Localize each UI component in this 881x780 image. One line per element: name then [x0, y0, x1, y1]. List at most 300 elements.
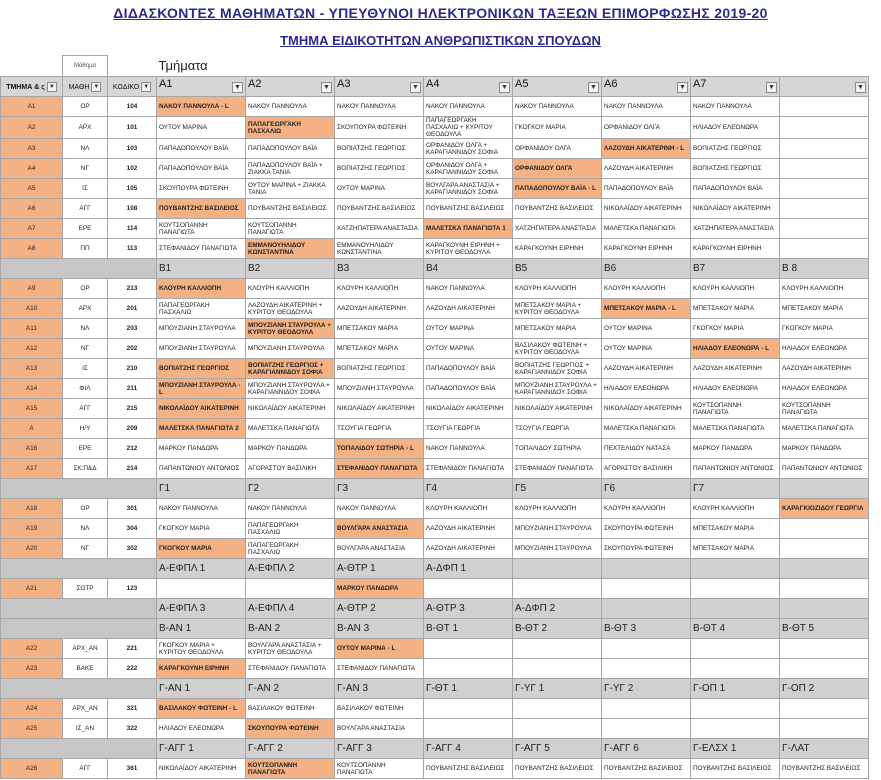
teacher-cell[interactable]	[780, 199, 869, 219]
teacher-cell[interactable]	[602, 639, 691, 659]
filter-dropdown-icon[interactable]: ▼	[677, 82, 688, 93]
mathima-cell[interactable]: ΝΛ	[63, 519, 108, 539]
filter-dropdown-icon[interactable]: ▼	[91, 82, 101, 92]
teacher-cell[interactable]: ΠΟΥΒΑΝΤΖΗΣ ΒΑΣΙΛΕΙΟΣ	[335, 199, 424, 219]
teacher-cell[interactable]	[780, 239, 869, 259]
teacher-cell[interactable]: ΧΑΤΖΗΠΑΤΕΡΑ ΑΝΑΣΤΑΣΙΑ	[513, 219, 602, 239]
teacher-cell[interactable]	[780, 719, 869, 739]
mathima-cell[interactable]: ΣΚ:Π&Δ	[63, 459, 108, 479]
teacher-cell[interactable]: ΗΛΙΑΔΟΥ ΕΛΕΟΝΩΡΑ	[602, 379, 691, 399]
teacher-cell[interactable]: ΣΤΕΦΑΝΙΔΟΥ ΠΑΝΑΓΙΩΤΑ	[157, 239, 246, 259]
teacher-cell[interactable]: ΣΤΕΦΑΝΙΔΟΥ ΠΑΝΑΓΙΩΤΑ	[335, 659, 424, 679]
teacher-cell[interactable]: ΠΟΥΒΑΝΤΖΗΣ ΒΑΣΙΛΕΙΟΣ	[424, 199, 513, 219]
teacher-cell[interactable]: ΣΤΕΦΑΝΙΔΟΥ ΠΑΝΑΓΙΩΤΑ	[513, 459, 602, 479]
mathima-cell[interactable]: ΒΑΚΕ	[63, 659, 108, 679]
teacher-cell[interactable]: ΚΑΡΑΓΚΟΥΝΗ ΕΙΡΗΝΗ	[691, 239, 780, 259]
teacher-cell[interactable]: ΒΟΠΙΑΤΖΗΣ ΓΕΩΡΓΙΟΣ	[157, 359, 246, 379]
teacher-cell[interactable]: ΠΑΠΑΔΟΠΟΥΛΟΥ ΒΑΪΑ	[157, 139, 246, 159]
teacher-cell[interactable]: ΜΑΛΕΤΣΚΑ ΠΑΝΑΓΙΩΤΑ	[246, 419, 335, 439]
teacher-cell[interactable]: ΕΜΜΑΝΟΥΗΛΙΔΟΥ ΚΩΝΣΤΑΝΤΙΝΑ	[335, 239, 424, 259]
teacher-cell[interactable]: ΟΥΤΟΥ ΜΑΡΙΝΑ	[602, 319, 691, 339]
teacher-cell[interactable]: ΒΟΠΙΑΤΖΗΣ ΓΕΩΡΓΙΟΣ	[335, 359, 424, 379]
tmima-cell[interactable]: A21	[1, 579, 63, 599]
teacher-cell[interactable]	[424, 659, 513, 679]
teacher-cell[interactable]: ΠΑΠΑΔΟΠΟΥΛΟΥ ΒΑΪΑ	[424, 359, 513, 379]
kodikos-cell[interactable]: 105	[108, 179, 157, 199]
mathima-cell[interactable]: ΙΣ_ΑΝ	[63, 719, 108, 739]
teacher-cell[interactable]: ΜΠΕΤΣΑΚΟΥ ΜΑΡΙΑ + ΚΥΡΙΤΟΥ ΘΕΟΔΟΥΛΑ	[513, 299, 602, 319]
mathima-cell[interactable]: ΑΡΧ_ΑΝ	[63, 699, 108, 719]
teacher-cell[interactable]: ΝΙΚΟΛΑΪΔΟΥ ΑΙΚΑΤΕΡΙΝΗ	[157, 759, 246, 779]
teacher-cell[interactable]: ΝΑΚΟΥ ΠΑΝΝΟΥΛΑ	[602, 97, 691, 117]
filter-dropdown-icon[interactable]: ▼	[855, 82, 866, 93]
teacher-cell[interactable]: ΠΑΠΑΔΟΠΟΥΛΟΥ ΒΑΪΑ	[424, 379, 513, 399]
teacher-cell[interactable]: ΧΑΤΖΗΠΑΤΕΡΑ ΑΝΑΣΤΑΣΙΑ	[335, 219, 424, 239]
teacher-cell[interactable]: ΒΟΠΙΑΤΖΗΣ ΓΕΩΡΓΙΟΣ + ΚΑΡΑΓΙΑΝΝΙΔΟΥ ΣΟΦΙΑ	[246, 359, 335, 379]
teacher-cell[interactable]: ΒΑΣΙΛΑΚΟΥ ΦΩΤΕΙΝΗ - L	[157, 699, 246, 719]
teacher-cell[interactable]: ΣΚΟΥΠΟΥΡΑ ΦΩΤΕΙΝΗ	[602, 539, 691, 559]
teacher-cell[interactable]	[691, 639, 780, 659]
teacher-cell[interactable]: ΤΣΟΥΓΙΑ ΓΕΩΡΓΙΑ	[335, 419, 424, 439]
teacher-cell[interactable]: ΜΑΛΕΤΣΚΑ ΠΑΝΑΓΙΩΤΑ	[602, 419, 691, 439]
teacher-cell[interactable]: ΜΠΟΥΖΙΑΝΗ ΣΤΑΥΡΟΥΛΑ + ΚΥΡΙΤΟΥ ΘΕΟΔΟΥΛΑ	[246, 319, 335, 339]
kodikos-cell[interactable]: 203	[108, 319, 157, 339]
teacher-cell[interactable]: ΚΛΟΥΡΗ ΚΑΛΛΙΟΠΗ	[691, 499, 780, 519]
teacher-cell[interactable]: ΜΠΕΤΣΑΚΟΥ ΜΑΡΙΑ	[780, 299, 869, 319]
mathima-cell[interactable]: ΙΣ	[63, 359, 108, 379]
teacher-cell[interactable]: ΚΟΥΤΣΟΠΑΝΝΗ ΠΑΝΑΓΙΩΤΑ	[246, 219, 335, 239]
kodikos-cell[interactable]: 213	[108, 279, 157, 299]
teacher-cell[interactable]: ΣΤΕΦΑΝΙΔΟΥ ΠΑΝΑΓΙΩΤΑ	[246, 659, 335, 679]
teacher-cell[interactable]	[424, 579, 513, 599]
teacher-cell[interactable]: ΒΟΠΙΑΤΖΗΣ ΓΕΩΡΓΙΟΣ	[691, 139, 780, 159]
mathima-cell[interactable]: ΦΙΛ	[63, 379, 108, 399]
filter-dropdown-icon[interactable]: ▼	[499, 82, 510, 93]
teacher-cell[interactable]: ΤΟΠΑΛΙΔΟΥ ΣΩΤΗΡΙΑ - L	[335, 439, 424, 459]
teacher-cell[interactable]: ΣΚΟΥΠΟΥΡΑ ΦΩΤΕΙΝΗ	[335, 117, 424, 139]
teacher-cell[interactable]: ΣΤΕΦΑΝΙΔΟΥ ΠΑΝΑΓΙΩΤΑ	[424, 459, 513, 479]
teacher-cell[interactable]: ΒΟΠΙΑΤΖΗΣ ΓΕΩΡΓΙΟΣ	[335, 139, 424, 159]
mathima-cell[interactable]: Η/Υ	[63, 419, 108, 439]
teacher-cell[interactable]	[424, 719, 513, 739]
teacher-cell[interactable]: ΜΠΕΤΣΑΚΟΥ ΜΑΡΙΑ	[335, 339, 424, 359]
teacher-cell[interactable]: ΠΑΠΑΓΕΩΡΓΑΚΗ ΠΑΣΧΑΛΙΩ	[157, 299, 246, 319]
teacher-cell[interactable]: ΝΙΚΟΛΑΪΔΟΥ ΑΙΚΑΤΕΡΙΝΗ	[513, 399, 602, 419]
teacher-cell[interactable]: ΚΛΟΥΡΗ ΚΑΛΛΙΟΠΗ	[602, 499, 691, 519]
teacher-cell[interactable]	[246, 579, 335, 599]
tmima-cell[interactable]: A1	[1, 97, 63, 117]
teacher-cell[interactable]: ΝΙΚΟΛΑΪΔΟΥ ΑΙΚΑΤΕΡΙΝΗ	[246, 399, 335, 419]
teacher-cell[interactable]	[691, 579, 780, 599]
teacher-cell[interactable]: ΧΑΤΖΗΠΑΤΕΡΑ ΑΝΑΣΤΑΣΙΑ	[691, 219, 780, 239]
teacher-cell[interactable]: ΟΥΤΟΥ ΜΑΡΙΝΑ	[424, 339, 513, 359]
teacher-cell[interactable]: ΠΑΠΑΔΟΠΟΥΛΟΥ ΒΑΪΑ	[157, 159, 246, 179]
teacher-cell[interactable]: ΤΣΟΥΓΙΑ ΓΕΩΡΓΙΑ	[424, 419, 513, 439]
tmima-cell[interactable]: A13	[1, 359, 63, 379]
tmima-cell[interactable]: A20	[1, 539, 63, 559]
tmima-cell[interactable]: A17	[1, 459, 63, 479]
teacher-cell[interactable]	[691, 659, 780, 679]
teacher-cell[interactable]: ΝΙΚΟΛΑΪΔΟΥ ΑΙΚΑΤΕΡΙΝΗ	[157, 399, 246, 419]
teacher-cell[interactable]: ΜΑΡΚΟΥ ΠΑΝΔΩΡΑ	[780, 439, 869, 459]
tmima-cell[interactable]: A2	[1, 117, 63, 139]
teacher-cell[interactable]: ΜΠΟΥΖΙΑΝΗ ΣΤΑΥΡΟΥΛΑ	[157, 339, 246, 359]
kodikos-cell[interactable]: 301	[108, 499, 157, 519]
teacher-cell[interactable]	[602, 659, 691, 679]
mathima-cell[interactable]: ΝΓ	[63, 159, 108, 179]
mathima-cell[interactable]: ΣΟΤΡ	[63, 579, 108, 599]
teacher-cell[interactable]: ΜΑΛΕΤΣΚΑ ΠΑΝΑΓΙΩΤΑ	[780, 419, 869, 439]
mathima-cell[interactable]: ΑΡΧ	[63, 299, 108, 319]
teacher-cell[interactable]: ΛΑΖΟΥΔΗ ΑΙΚΑΤΕΡΙΝΗ	[780, 359, 869, 379]
teacher-cell[interactable]: ΠΑΠΑΓΕΩΡΓΑΚΗ ΠΑΣΧΑΛΙΩ	[246, 539, 335, 559]
kodikos-cell[interactable]: 201	[108, 299, 157, 319]
teacher-cell[interactable]: ΝΑΚΟΥ ΠΑΝΝΟΥΛΑ	[691, 97, 780, 117]
tmima-cell[interactable]: A26	[1, 759, 63, 779]
kodikos-cell[interactable]: 210	[108, 359, 157, 379]
teacher-cell[interactable]: ΜΠΟΥΖΙΑΝΗ ΣΤΑΥΡΟΥΛΑ + ΚΑΡΑΓΙΑΝΝΙΔΟΥ ΣΟΦΙΑ	[513, 379, 602, 399]
teacher-cell[interactable]: ΜΑΛΕΤΣΚΑ ΠΑΝΑΓΙΩΤΑ	[602, 219, 691, 239]
teacher-cell[interactable]: ΠΑΠΑΔΟΠΟΥΛΟΥ ΒΑΪΑ + ΖΙΑΚΚΑ ΤΑΝΙΑ	[246, 159, 335, 179]
teacher-cell[interactable]	[602, 719, 691, 739]
teacher-cell[interactable]: ΛΑΖΟΥΔΗ ΑΙΚΑΤΕΡΙΝΗ	[424, 519, 513, 539]
teacher-cell[interactable]: ΒΟΠΙΑΤΖΗΣ ΓΕΩΡΓΙΟΣ	[335, 159, 424, 179]
teacher-cell[interactable]: ΕΜΜΑΝΟΥΗΛΙΔΟΥ ΚΩΝΣΤΑΝΤΙΝΑ	[246, 239, 335, 259]
teacher-cell[interactable]: ΓΚΟΓΚΟΥ ΜΑΡΙΑ	[513, 117, 602, 139]
teacher-cell[interactable]: ΜΠΟΥΖΙΑΝΗ ΣΤΑΥΡΟΥΛΑ	[246, 339, 335, 359]
tmima-cell[interactable]: A7	[1, 219, 63, 239]
teacher-cell[interactable]: ΛΑΖΟΥΔΗ ΑΙΚΑΤΕΡΙΝΗ + ΚΥΡΙΤΟΥ ΘΕΟΔΟΥΛΑ	[246, 299, 335, 319]
teacher-cell[interactable]: ΝΑΚΟΥ ΠΑΝΝΟΥΛΑ - L	[157, 97, 246, 117]
mathima-cell[interactable]: ΝΓ	[63, 539, 108, 559]
teacher-cell[interactable]: ΛΑΖΟΥΔΗ ΑΙΚΑΤΕΡΙΝΗ	[424, 539, 513, 559]
teacher-cell[interactable]: ΠΕΧΤΕΛΙΔΟΥ ΝΑΤΑΣΑ	[602, 439, 691, 459]
teacher-cell[interactable]	[513, 579, 602, 599]
filter-dropdown-icon[interactable]: ▼	[766, 82, 777, 93]
teacher-cell[interactable]	[780, 519, 869, 539]
teacher-cell[interactable]: ΚΟΥΤΣΟΠΑΝΝΗ ΠΑΝΑΓΙΩΤΑ	[691, 399, 780, 419]
teacher-cell[interactable]	[780, 159, 869, 179]
mathima-cell[interactable]: ΟΡ	[63, 279, 108, 299]
teacher-cell[interactable]	[513, 639, 602, 659]
teacher-cell[interactable]: ΟΥΤΟΥ ΜΑΡΙΝΑ	[157, 117, 246, 139]
teacher-cell[interactable]: ΟΥΤΟΥ ΜΑΡΙΝΑ	[335, 179, 424, 199]
mathima-cell[interactable]: ΕΡΕ	[63, 439, 108, 459]
tmima-cell[interactable]: A23	[1, 659, 63, 679]
teacher-cell[interactable]: ΒΑΣΙΛΑΚΟΥ ΦΩΤΕΙΝΗ + ΚΥΡΙΤΟΥ ΘΕΟΔΟΥΛΑ	[513, 339, 602, 359]
teacher-cell[interactable]	[780, 219, 869, 239]
teacher-cell[interactable]: ΟΥΤΟΥ ΜΑΡΙΝΑ	[424, 319, 513, 339]
teacher-cell[interactable]: ΚΑΡΑΓΚΟΥΝΗ ΕΙΡΗΝΗ	[513, 239, 602, 259]
teacher-cell[interactable]: ΟΡΦΑΝΙΔΟΥ ΟΛΓΑ + ΚΑΡΑΓΙΑΝΝΙΔΟΥ ΣΟΦΙΑ	[424, 139, 513, 159]
teacher-cell[interactable]: ΜΠΕΤΣΑΚΟΥ ΜΑΡΙΑ	[691, 519, 780, 539]
teacher-cell[interactable]	[780, 579, 869, 599]
teacher-cell[interactable]: ΑΓΟΡΑΣΤΟΥ ΒΑΣΙΛΙΚΗ	[246, 459, 335, 479]
teacher-cell[interactable]: ΝΑΚΟΥ ΠΑΝΝΟΥΛΑ	[157, 499, 246, 519]
tmima-cell[interactable]: A8	[1, 239, 63, 259]
mathima-cell[interactable]: ΑΓΓ	[63, 199, 108, 219]
filter-dropdown-icon[interactable]: ▼	[141, 82, 151, 92]
mathima-cell[interactable]: ΝΛ	[63, 319, 108, 339]
teacher-cell[interactable]	[780, 179, 869, 199]
tmima-cell[interactable]: A22	[1, 639, 63, 659]
teacher-cell[interactable]: ΝΑΚΟΥ ΠΑΝΝΟΥΛΑ	[246, 499, 335, 519]
teacher-cell[interactable]: ΜΠΟΥΖΙΑΝΗ ΣΤΑΥΡΟΥΛΑ	[157, 319, 246, 339]
teacher-cell[interactable]: ΗΛΙΑΔΟΥ ΕΛΕΟΝΩΡΑ - L	[691, 339, 780, 359]
teacher-cell[interactable]: ΟΡΦΑΝΙΔΟΥ ΟΛΓΑ	[602, 117, 691, 139]
teacher-cell[interactable]: ΛΑΖΟΥΔΗ ΑΙΚΑΤΕΡΙΝΗ	[691, 359, 780, 379]
kodikos-cell[interactable]: 214	[108, 459, 157, 479]
tmima-cell[interactable]: A4	[1, 159, 63, 179]
kodikos-cell[interactable]: 104	[108, 97, 157, 117]
teacher-cell[interactable]	[157, 579, 246, 599]
teacher-cell[interactable]: ΗΛΙΑΔΟΥ ΕΛΕΟΝΩΡΑ	[157, 719, 246, 739]
teacher-cell[interactable]	[424, 699, 513, 719]
mathima-cell[interactable]: ΕΡΕ	[63, 219, 108, 239]
teacher-cell[interactable]: ΒΟΠΙΑΤΖΗΣ ΓΕΩΡΓΙΟΣ	[691, 159, 780, 179]
teacher-cell[interactable]: ΒΟΥΛΓΑΡΑ ΑΝΑΣΤΑΣΙΑ + ΚΑΡΑΓΙΑΝΝΙΔΟΥ ΣΟΦΙΑ	[424, 179, 513, 199]
kodikos-cell[interactable]: 322	[108, 719, 157, 739]
teacher-cell[interactable]: ΚΛΟΥΡΗ ΚΑΛΛΙΟΠΗ	[157, 279, 246, 299]
teacher-cell[interactable]: ΛΑΖΟΥΔΗ ΑΙΚΑΤΕΡΙΝΗ	[602, 159, 691, 179]
mathima-cell[interactable]: ΑΓΓ	[63, 399, 108, 419]
teacher-cell[interactable]: ΛΑΖΟΥΔΗ ΑΙΚΑΤΕΡΙΝΗ	[424, 299, 513, 319]
teacher-cell[interactable]: ΣΚΟΥΠΟΥΡΑ ΦΩΤΕΙΝΗ	[246, 719, 335, 739]
kodikos-cell[interactable]: 113	[108, 239, 157, 259]
teacher-cell[interactable]: ΟΥΤΟΥ ΜΑΡΙΝΑ - L	[335, 639, 424, 659]
teacher-cell[interactable]: ΝΑΚΟΥ ΠΑΝΝΟΥΛΑ	[424, 97, 513, 117]
teacher-cell[interactable]: ΣΚΟΥΠΟΥΡΑ ΦΩΤΕΙΝΗ	[157, 179, 246, 199]
kodikos-cell[interactable]: 103	[108, 139, 157, 159]
teacher-cell[interactable]: ΝΑΚΟΥ ΠΑΝΝΟΥΛΑ	[335, 97, 424, 117]
teacher-cell[interactable]: ΜΑΛΕΤΣΚΑ ΠΑΝΑΓΙΩΤΑ	[691, 419, 780, 439]
mathima-cell[interactable]: ΙΣ	[63, 179, 108, 199]
filter-dropdown-icon[interactable]: ▼	[321, 82, 332, 93]
teacher-cell[interactable]: ΟΥΤΟΥ ΜΑΡΙΝΑ	[602, 339, 691, 359]
teacher-cell[interactable]	[602, 579, 691, 599]
filter-dropdown-icon[interactable]: ▼	[410, 82, 421, 93]
mathima-cell[interactable]: ΝΛ	[63, 139, 108, 159]
tmima-cell[interactable]: A16	[1, 439, 63, 459]
teacher-cell[interactable]: ΜΠΟΥΖΙΑΝΗ ΣΤΑΥΡΟΥΛΑ - L	[157, 379, 246, 399]
teacher-cell[interactable]: ΚΛΟΥΡΗ ΚΑΛΛΙΟΠΗ	[513, 279, 602, 299]
tmima-cell[interactable]: A25	[1, 719, 63, 739]
teacher-cell[interactable]: ΠΑΠΑΔΟΠΟΥΛΟΥ ΒΑΪΑ	[691, 179, 780, 199]
teacher-cell[interactable]: ΛΑΖΟΥΔΗ ΑΙΚΑΤΕΡΙΝΗ	[335, 299, 424, 319]
tmima-cell[interactable]: A3	[1, 139, 63, 159]
kodikos-cell[interactable]: 209	[108, 419, 157, 439]
kodikos-cell[interactable]: 221	[108, 639, 157, 659]
teacher-cell[interactable]	[780, 117, 869, 139]
teacher-cell[interactable]: ΟΥΤΟΥ ΜΑΡΙΝΑ + ΖΙΑΚΚΑ ΤΑΝΙΑ	[246, 179, 335, 199]
teacher-cell[interactable]: ΟΡΦΑΝΙΔΟΥ ΟΛΓΑ	[513, 159, 602, 179]
teacher-cell[interactable]: ΜΑΡΚΟΥ ΠΑΝΔΩΡΑ	[335, 579, 424, 599]
teacher-cell[interactable]: ΚΟΥΤΣΟΠΑΝΝΗ ΠΑΝΑΓΙΩΤΑ	[157, 219, 246, 239]
mathima-cell[interactable]: ΑΡΧ_ΑΝ	[63, 639, 108, 659]
teacher-cell[interactable]: ΒΟΥΛΓΑΡΑ ΑΝΑΣΤΑΣΙΑ + ΚΥΡΙΤΟΥ ΘΕΟΔΟΥΛΑ	[246, 639, 335, 659]
teacher-cell[interactable]: ΠΑΠΑΝΤΩΝΙΟΥ ΑΝΤΩΝΙΟΣ	[157, 459, 246, 479]
teacher-cell[interactable]: ΠΑΠΑΝΤΩΝΙΟΥ ΑΝΤΩΝΙΟΣ	[780, 459, 869, 479]
mathima-cell[interactable]: ΑΡΧ	[63, 117, 108, 139]
teacher-cell[interactable]: ΠΟΥΒΑΝΤΖΗΣ ΒΑΣΙΛΕΙΟΣ	[691, 759, 780, 779]
teacher-cell[interactable]	[513, 659, 602, 679]
teacher-cell[interactable]: ΗΛΙΑΔΟΥ ΕΛΕΟΝΩΡΑ	[780, 339, 869, 359]
teacher-cell[interactable]	[691, 699, 780, 719]
teacher-cell[interactable]	[424, 639, 513, 659]
teacher-cell[interactable]: ΑΓΟΡΑΣΤΟΥ ΒΑΣΙΛΙΚΗ	[602, 459, 691, 479]
teacher-cell[interactable]: ΒΟΥΛΓΑΡΑ ΑΝΑΣΤΑΣΙΑ	[335, 519, 424, 539]
tmima-cell[interactable]: A18	[1, 499, 63, 519]
teacher-cell[interactable]: ΣΚΟΥΠΟΥΡΑ ΦΩΤΕΙΝΗ	[602, 519, 691, 539]
mathima-cell[interactable]: ΠΠ	[63, 239, 108, 259]
kodikos-cell[interactable]: 211	[108, 379, 157, 399]
kodikos-cell[interactable]: 212	[108, 439, 157, 459]
teacher-cell[interactable]: ΚΛΟΥΡΗ ΚΑΛΛΙΟΠΗ	[424, 499, 513, 519]
teacher-cell[interactable]: ΜΑΡΚΟΥ ΠΑΝΔΩΡΑ	[691, 439, 780, 459]
teacher-cell[interactable]: ΠΟΥΒΑΝΤΖΗΣ ΒΑΣΙΛΕΙΟΣ	[513, 199, 602, 219]
filter-dropdown-icon[interactable]: ▼	[47, 82, 57, 92]
teacher-cell[interactable]: ΝΙΚΟΛΑΪΔΟΥ ΑΙΚΑΤΕΡΙΝΗ	[335, 399, 424, 419]
teacher-cell[interactable]: ΝΑΚΟΥ ΠΑΝΝΟΥΛΑ	[513, 97, 602, 117]
teacher-cell[interactable]: ΚΛΟΥΡΗ ΚΑΛΛΙΟΠΗ	[246, 279, 335, 299]
teacher-cell[interactable]: ΠΑΠΑΓΕΩΡΓΑΚΗ ΠΑΣΧΑΛΙΩ	[246, 519, 335, 539]
teacher-cell[interactable]: ΒΟΠΙΑΤΖΗΣ ΓΕΩΡΓΙΟΣ + ΚΑΡΑΓΙΑΝΝΙΔΟΥ ΣΟΦΙΑ	[513, 359, 602, 379]
teacher-cell[interactable]: ΓΚΟΓΚΟΥ ΜΑΡΙΑ	[691, 319, 780, 339]
filter-dropdown-icon[interactable]: ▼	[232, 82, 243, 93]
teacher-cell[interactable]: ΠΟΥΒΑΝΤΖΗΣ ΒΑΣΙΛΕΙΟΣ	[157, 199, 246, 219]
teacher-cell[interactable]: ΜΑΛΕΤΣΚΑ ΠΑΝΑΓΙΩΤΑ 2	[157, 419, 246, 439]
tmima-cell[interactable]: A14	[1, 379, 63, 399]
teacher-cell[interactable]: ΠΟΥΒΑΝΤΖΗΣ ΒΑΣΙΛΕΙΟΣ	[246, 199, 335, 219]
teacher-cell[interactable]	[602, 699, 691, 719]
tmima-cell[interactable]: A5	[1, 179, 63, 199]
teacher-cell[interactable]: ΠΟΥΒΑΝΤΖΗΣ ΒΑΣΙΛΕΙΟΣ	[424, 759, 513, 779]
mathima-cell[interactable]: ΟΡ	[63, 97, 108, 117]
teacher-cell[interactable]: ΚΛΟΥΡΗ ΚΑΛΛΙΟΠΗ	[335, 279, 424, 299]
teacher-cell[interactable]: ΜΠΕΤΣΑΚΟΥ ΜΑΡΙΑ	[691, 299, 780, 319]
kodikos-cell[interactable]: 321	[108, 699, 157, 719]
kodikos-cell[interactable]: 202	[108, 339, 157, 359]
teacher-cell[interactable]	[513, 719, 602, 739]
mathima-cell[interactable]: ΑΓΓ	[63, 759, 108, 779]
teacher-cell[interactable]: ΒΑΣΙΛΑΚΟΥ ΦΩΤΕΙΝΗ	[246, 699, 335, 719]
teacher-cell[interactable]: ΚΟΥΤΣΟΠΑΝΝΗ ΠΑΝΑΓΙΩΤΑ	[335, 759, 424, 779]
teacher-cell[interactable]: ΚΟΥΤΣΟΠΑΝΝΗ ΠΑΝΑΓΙΩΤΑ	[246, 759, 335, 779]
tmima-cell[interactable]: A11	[1, 319, 63, 339]
teacher-cell[interactable]: ΗΛΙΑΔΟΥ ΕΛΕΟΝΩΡΑ	[780, 379, 869, 399]
teacher-cell[interactable]: ΠΑΠΑΝΤΩΝΙΟΥ ΑΝΤΩΝΙΟΣ	[691, 459, 780, 479]
teacher-cell[interactable]: ΣΤΕΦΑΝΙΔΟΥ ΠΑΝΑΓΙΩΤΑ	[335, 459, 424, 479]
teacher-cell[interactable]: ΜΠΕΤΣΑΚΟΥ ΜΑΡΙΑ	[335, 319, 424, 339]
tmima-cell[interactable]: A10	[1, 299, 63, 319]
kodikos-cell[interactable]: 114	[108, 219, 157, 239]
kodikos-cell[interactable]: 108	[108, 199, 157, 219]
tmima-cell[interactable]: A19	[1, 519, 63, 539]
kodikos-cell[interactable]: 123	[108, 579, 157, 599]
teacher-cell[interactable]: ΟΡΦΑΝΙΔΟΥ ΟΛΓΑ + ΚΑΡΑΓΙΑΝΝΙΔΟΥ ΣΟΦΙΑ	[424, 159, 513, 179]
teacher-cell[interactable]	[780, 139, 869, 159]
teacher-cell[interactable]: ΜΠΟΥΖΙΑΝΗ ΣΤΑΥΡΟΥΛΑ	[513, 519, 602, 539]
teacher-cell[interactable]: ΝΙΚΟΛΑΪΔΟΥ ΑΙΚΑΤΕΡΙΝΗ	[602, 199, 691, 219]
teacher-cell[interactable]: ΝΑΚΟΥ ΠΑΝΝΟΥΛΑ	[335, 499, 424, 519]
teacher-cell[interactable]: ΠΑΠΑΔΟΠΟΥΛΟΥ ΒΑΪΑ	[602, 179, 691, 199]
teacher-cell[interactable]: ΠΑΠΑΓΕΩΡΓΑΚΗ ΠΑΣΧΑΛΙΩ	[246, 117, 335, 139]
teacher-cell[interactable]: ΜΠΕΤΣΑΚΟΥ ΜΑΡΙΑ - L	[602, 299, 691, 319]
teacher-cell[interactable]: ΠΑΠΑΔΟΠΟΥΛΟΥ ΒΑΪΑ - L	[513, 179, 602, 199]
teacher-cell[interactable]: ΗΛΙΑΔΟΥ ΕΛΕΟΝΩΡΑ	[691, 379, 780, 399]
teacher-cell[interactable]: ΚΑΡΑΓΚΟΥΝΗ ΕΙΡΗΝΗ	[157, 659, 246, 679]
teacher-cell[interactable]: ΠΟΥΒΑΝΤΖΗΣ ΒΑΣΙΛΕΙΟΣ	[513, 759, 602, 779]
teacher-cell[interactable]: ΝΑΚΟΥ ΠΑΝΝΟΥΛΑ	[424, 279, 513, 299]
tmima-cell[interactable]: A9	[1, 279, 63, 299]
kodikos-cell[interactable]: 304	[108, 519, 157, 539]
teacher-cell[interactable]: ΜΑΡΚΟΥ ΠΑΝΔΩΡΑ	[246, 439, 335, 459]
teacher-cell[interactable]: ΤΣΟΥΓΙΑ ΓΕΩΡΓΙΑ	[513, 419, 602, 439]
teacher-cell[interactable]: ΚΑΡΑΓΚΟΥΝΗ ΕΙΡΗΝΗ + ΚΥΡΙΤΟΥ ΘΕΟΔΟΥΛΑ	[424, 239, 513, 259]
teacher-cell[interactable]	[780, 539, 869, 559]
teacher-cell[interactable]: ΓΚΟΓΚΟΥ ΜΑΡΙΑ + ΚΥΡΙΤΟΥ ΘΕΟΔΟΥΛΑ	[157, 639, 246, 659]
teacher-cell[interactable]: ΚΛΟΥΡΗ ΚΑΛΛΙΟΠΗ	[780, 279, 869, 299]
teacher-cell[interactable]: ΒΟΥΛΓΑΡΑ ΑΝΑΣΤΑΣΙΑ	[335, 539, 424, 559]
teacher-cell[interactable]: ΜΠΟΥΖΙΑΝΗ ΣΤΑΥΡΟΥΛΑ	[513, 539, 602, 559]
teacher-cell[interactable]: ΜΑΡΚΟΥ ΠΑΝΔΩΡΑ	[157, 439, 246, 459]
teacher-cell[interactable]	[780, 699, 869, 719]
teacher-cell[interactable]: ΚΛΟΥΡΗ ΚΑΛΛΙΟΠΗ	[602, 279, 691, 299]
tmima-cell[interactable]: A12	[1, 339, 63, 359]
teacher-cell[interactable]: ΛΑΖΟΥΔΗ ΑΙΚΑΤΕΡΙΝΗ - L	[602, 139, 691, 159]
teacher-cell[interactable]: ΚΑΡΑΓΚΙΟΖΙΔΟΥ ΓΕΩΡΓΙΑ	[780, 499, 869, 519]
teacher-cell[interactable]	[780, 659, 869, 679]
teacher-cell[interactable]: ΜΠΟΥΖΙΑΝΗ ΣΤΑΥΡΟΥΛΑ	[335, 379, 424, 399]
teacher-cell[interactable]: ΝΑΚΟΥ ΠΑΝΝΟΥΛΑ	[246, 97, 335, 117]
teacher-cell[interactable]: ΗΛΙΑΔΟΥ ΕΛΕΟΝΩΡΑ	[691, 117, 780, 139]
mathima-cell[interactable]: ΟΡ	[63, 499, 108, 519]
teacher-cell[interactable]: ΤΟΠΑΛΙΔΟΥ ΣΩΤΗΡΙΑ	[513, 439, 602, 459]
teacher-cell[interactable]: ΒΟΥΛΓΑΡΑ ΑΝΑΣΤΑΣΙΑ	[335, 719, 424, 739]
mathima-cell[interactable]: ΝΓ	[63, 339, 108, 359]
kodikos-cell[interactable]: 222	[108, 659, 157, 679]
teacher-cell[interactable]: ΓΚΟΓΚΟΥ ΜΑΡΙΑ	[157, 519, 246, 539]
teacher-cell[interactable]	[780, 639, 869, 659]
teacher-cell[interactable]: ΝΑΚΟΥ ΠΑΝΝΟΥΛΑ	[424, 439, 513, 459]
kodikos-cell[interactable]: 101	[108, 117, 157, 139]
teacher-cell[interactable]	[780, 97, 869, 117]
teacher-cell[interactable]: ΜΠΟΥΖΙΑΝΗ ΣΤΑΥΡΟΥΛΑ + ΚΑΡΑΓΙΑΝΝΙΔΟΥ ΣΟΦΙΑ	[246, 379, 335, 399]
teacher-cell[interactable]: ΚΛΟΥΡΗ ΚΑΛΛΙΟΠΗ	[691, 279, 780, 299]
tmima-cell[interactable]: A6	[1, 199, 63, 219]
teacher-cell[interactable]: ΓΚΟΓΚΟΥ ΜΑΡΙΑ	[157, 539, 246, 559]
teacher-cell[interactable]: ΜΑΛΕΤΣΚΑ ΠΑΝΑΓΙΩΤΑ 1	[424, 219, 513, 239]
teacher-cell[interactable]: ΛΑΖΟΥΔΗ ΑΙΚΑΤΕΡΙΝΗ	[602, 359, 691, 379]
teacher-cell[interactable]: ΓΚΟΓΚΟΥ ΜΑΡΙΑ	[780, 319, 869, 339]
teacher-cell[interactable]: ΠΑΠΑΔΟΠΟΥΛΟΥ ΒΑΪΑ	[246, 139, 335, 159]
teacher-cell[interactable]: ΒΑΣΙΛΑΚΟΥ ΦΩΤΕΙΝΗ	[335, 699, 424, 719]
teacher-cell[interactable]: ΚΑΡΑΓΚΟΥΝΗ ΕΙΡΗΝΗ	[602, 239, 691, 259]
teacher-cell[interactable]	[691, 719, 780, 739]
kodikos-cell[interactable]: 361	[108, 759, 157, 779]
filter-dropdown-icon[interactable]: ▼	[588, 82, 599, 93]
teacher-cell[interactable]: ΠΟΥΒΑΝΤΖΗΣ ΒΑΣΙΛΕΙΟΣ	[780, 759, 869, 779]
teacher-cell[interactable]: ΚΟΥΤΣΟΠΑΝΝΗ ΠΑΝΑΓΙΩΤΑ	[780, 399, 869, 419]
tmima-cell[interactable]: A15	[1, 399, 63, 419]
teacher-cell[interactable]: ΝΙΚΟΛΑΪΔΟΥ ΑΙΚΑΤΕΡΙΝΗ	[691, 199, 780, 219]
tmima-cell[interactable]: A24	[1, 699, 63, 719]
teacher-cell[interactable]: ΠΑΠΑΓΕΩΡΓΑΚΗ ΠΑΣΧΑΛΙΩ + ΚΥΡΙΤΟΥ ΘΕΟΔΟΥΛΑ	[424, 117, 513, 139]
teacher-cell[interactable]: ΜΠΕΤΣΑΚΟΥ ΜΑΡΙΑ	[513, 319, 602, 339]
kodikos-cell[interactable]: 215	[108, 399, 157, 419]
teacher-cell[interactable]: ΟΡΦΑΝΙΔΟΥ ΟΛΓΑ	[513, 139, 602, 159]
teacher-cell[interactable]: ΚΛΟΥΡΗ ΚΑΛΛΙΟΠΗ	[513, 499, 602, 519]
